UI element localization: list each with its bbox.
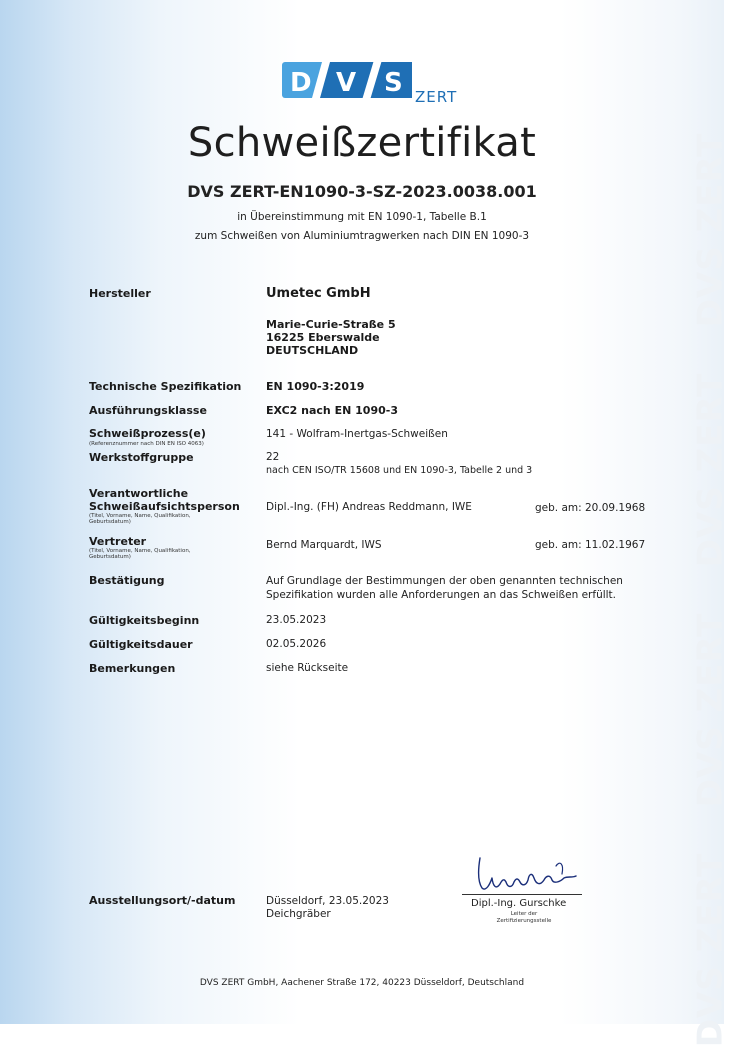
manufacturer-name: Umetec GmbH	[266, 286, 371, 301]
deputy-birthdate: geb. am: 11.02.1967	[535, 539, 646, 551]
manufacturer-street: Marie-Curie-Straße 5	[266, 318, 396, 331]
issue-name: Deichgräber	[266, 908, 331, 920]
signature-line	[462, 894, 582, 895]
watermark-text: DVS ZERT	[690, 372, 730, 568]
watermark-text: DVS ZERT	[690, 852, 730, 1047]
dvs-zert-logo	[282, 60, 482, 106]
supervisor-note-line-2: Geburtsdatum)	[89, 519, 131, 525]
deputy-label: Vertreter	[89, 535, 147, 548]
manufacturer-country: DEUTSCHLAND	[266, 344, 359, 357]
certificate-number: DVS ZERT-EN1090-3-SZ-2023.0038.001	[187, 182, 537, 201]
technical-spec-value: EN 1090-3:2019	[266, 380, 365, 393]
deputy-value: Bernd Marquardt, IWS	[266, 539, 382, 551]
issue-place-date: Düsseldorf, 23.05.2023	[266, 895, 389, 907]
technical-spec-label: Technische Spezifikation	[89, 380, 242, 393]
supervisor-label-line-2: Schweißaufsichtsperson	[89, 500, 240, 513]
confirmation-label: Bestätigung	[89, 574, 165, 587]
supervisor-note-line-1: (Titel, Vorname, Name, Qualifikation,	[89, 513, 191, 519]
welding-process-value: 141 - Wolfram-Inertgas-Schweißen	[266, 428, 448, 440]
signatory-role-line-2: Zertifizierungsstelle	[496, 918, 552, 924]
certificate-title: Schweißzertifikat	[187, 120, 537, 166]
deputy-note-line-1: (Titel, Vorname, Name, Qualifikation,	[89, 548, 191, 554]
supervisor-value: Dipl.-Ing. (FH) Andreas Reddmann, IWE	[266, 501, 472, 513]
footer-address: DVS ZERT GmbH, Aachener Straße 172, 40223 Düsseldorf, Deutschland	[199, 978, 525, 988]
confirmation-text-line-1: Auf Grundlage der Bestimmungen der oben genannten technischen	[266, 575, 623, 587]
supervisor-birthdate: geb. am: 20.09.1968	[535, 502, 646, 514]
watermark-text: DVS ZERT	[690, 132, 730, 328]
confirmation-text-line-2: Spezifikation wurden alle Anforderungen an das Schweißen erfüllt.	[266, 589, 617, 601]
welding-process-note: (Referenznummer nach DIN EN ISO 4063)	[89, 441, 204, 447]
subtitle-line-1: in Übereinstimmung mit EN 1090-1, Tabelle B.1	[237, 211, 487, 223]
issue-label: Ausstellungsort/-datum	[89, 894, 236, 907]
signatory-name: Dipl.-Ing. Gurschke	[471, 898, 567, 909]
logo-letter-s: S	[384, 68, 403, 98]
material-group-label: Werkstoffgruppe	[89, 451, 194, 464]
subtitle-line-2: zum Schweißen von Aluminiumtragwerken nach DIN EN 1090-3	[194, 230, 530, 242]
watermark-text: DVS ZERT	[690, 612, 730, 808]
material-group-value: 22	[266, 451, 280, 463]
manufacturer-label: Hersteller	[89, 287, 151, 300]
validity-duration-label: Gültigkeitsdauer	[89, 638, 193, 651]
deputy-note-line-2: Geburtsdatum)	[89, 554, 131, 560]
supervisor-label-line-1: Verantwortliche	[89, 487, 189, 500]
execution-class-value: EXC2 nach EN 1090-3	[266, 404, 398, 417]
handwritten-signature	[466, 852, 586, 898]
logo-letter-d: D	[290, 68, 312, 98]
validity-start-value: 23.05.2023	[266, 614, 327, 626]
logo-letter-v: V	[336, 68, 357, 98]
logo-zert: ZERT	[415, 88, 458, 106]
material-group-note: nach CEN ISO/TR 15608 und EN 1090-3, Tabelle 2 und 3	[266, 465, 533, 476]
signatory-role-line-1: Leiter der	[510, 911, 538, 917]
validity-duration-value: 02.05.2026	[266, 638, 327, 650]
remarks-value: siehe Rückseite	[266, 662, 349, 674]
welding-process-label: Schweißprozess(e)	[89, 427, 206, 440]
execution-class-label: Ausführungsklasse	[89, 404, 207, 417]
manufacturer-city: 16225 Eberswalde	[266, 331, 380, 344]
side-watermark	[690, 132, 730, 1047]
validity-start-label: Gültigkeitsbeginn	[89, 614, 200, 627]
remarks-label: Bemerkungen	[89, 662, 176, 675]
